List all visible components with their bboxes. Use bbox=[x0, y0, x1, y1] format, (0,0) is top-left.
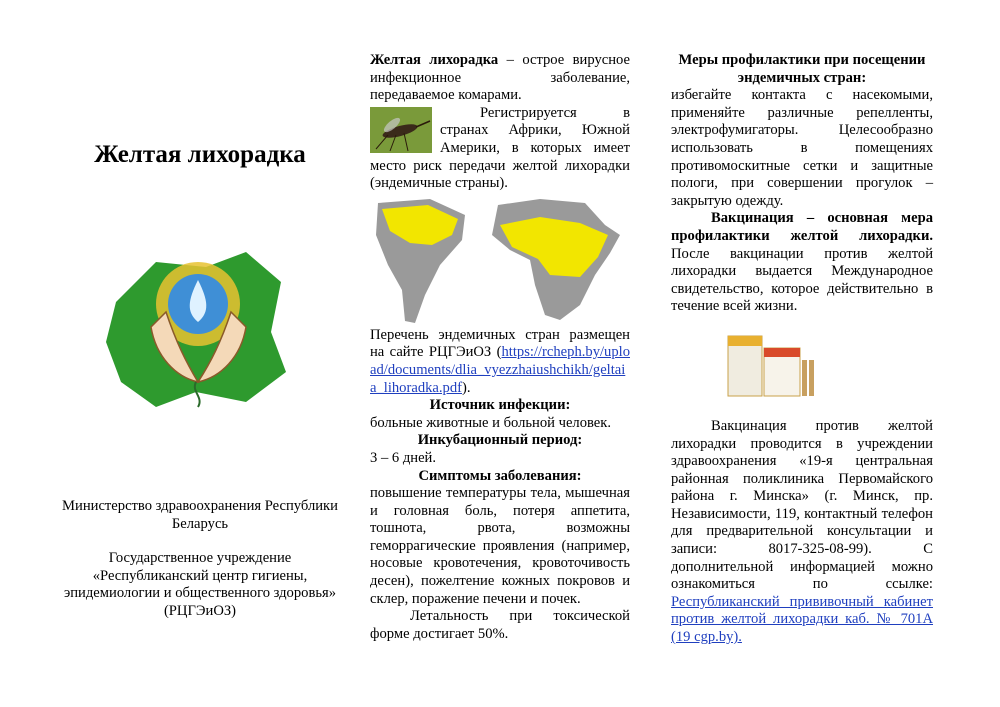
endemic-list-link[interactable]: https://rcheph.by/upload/documents/dlia_vyezzhaiushchikh/geltaia_lihoradka.pdf bbox=[370, 344, 630, 396]
register-paragraph: Регистрируется в странах Африки, Южной Америки, в которых имеет место риск передачи желтой лихорадки (эндемичные страны). bbox=[370, 104, 630, 192]
prevention-text: избегайте контакта с насекомыми, применяйте различные репелленты, электрофумигаторы. Целесообразно использовать в помещениях противомоскитные сетки и защитные пологи, при совершении прогулок – закрытую одежду. bbox=[671, 87, 933, 209]
intro-text: – острое вирусное инфекционное заболевание, передаваемое комарами. bbox=[370, 52, 630, 104]
intro-bold: Желтая лихорадка bbox=[370, 52, 499, 68]
organization-info bbox=[60, 498, 340, 638]
endemic-list-paragraph bbox=[370, 327, 630, 397]
clinic-paragraph bbox=[671, 418, 933, 647]
prevention-heading: Меры профилактики при посещении эндемичных стран: bbox=[678, 52, 926, 86]
symptoms-heading: Симптомы заболевания: bbox=[418, 467, 582, 484]
vaccination-paragraph bbox=[671, 210, 933, 316]
hands-drop-logo bbox=[96, 242, 296, 412]
endemic-list-end: ). bbox=[462, 379, 471, 396]
right-column bbox=[671, 52, 933, 647]
ministry-name: Министерство здравоохранения Республики Беларусь bbox=[62, 498, 338, 532]
lethality-text: Летальность при токсической форме достигает 50%. bbox=[370, 608, 630, 642]
mosquito-photo bbox=[370, 107, 432, 153]
incubation-heading: Инкубационный период: bbox=[417, 432, 583, 449]
vaccination-bold-2: – основная мера профилактики желтой лихорадки. bbox=[671, 210, 933, 244]
source-text: больные животные и больной человек. bbox=[370, 414, 612, 431]
page-title: Желтая лихорадка bbox=[94, 141, 306, 168]
source-heading: Источник инфекции: bbox=[429, 397, 571, 414]
clinic-text: Вакцинация против желтой лихорадки проводится в учреждении здравоохранения «19-я центральная районная поликлиника Первомайского района г. Минска» (г. Минск, пр. Независимости, 119, контактный телефон для предварительной консультации и записи: 8017-325-08-99). С дополнительной информацией можно ознакомиться по ссылке: bbox=[671, 417, 933, 593]
middle-column bbox=[370, 52, 630, 643]
clinic-link[interactable]: Республиканский прививочный кабинет против желтой лихорадки каб. № 701А (19 cgp.by). bbox=[671, 593, 933, 646]
institution-name: Государственное учреждение «Республиканский центр гигиены, эпидемиологии и общественного здоровья» (РЦГЭиОЗ) bbox=[63, 550, 337, 619]
vaccination-bold: Вакцинация bbox=[711, 210, 794, 227]
vaccination-text: После вакцинации против желтой лихорадки выдается Международное свидетельство, которое действительно в течение всей жизни. bbox=[671, 245, 933, 315]
endemic-maps bbox=[370, 195, 630, 325]
intro-paragraph bbox=[370, 52, 630, 105]
vaccine-boxes-photo bbox=[726, 330, 816, 400]
incubation-text: 3 – 6 дней. bbox=[370, 449, 437, 466]
endemic-list-text: Перечень эндемичных стран размещен на сайте РЦГЭиОЗ ( bbox=[370, 326, 630, 361]
symptoms-text: повышение температуры тела, мышечная и головная боль, потеря аппетита, тошнота, рвота, возможны геморрагические проявления (например, носовые кровотечения, кровоточивость десен), пожелтение кожных покровов и склер, поражение печени и почек. bbox=[370, 485, 630, 607]
